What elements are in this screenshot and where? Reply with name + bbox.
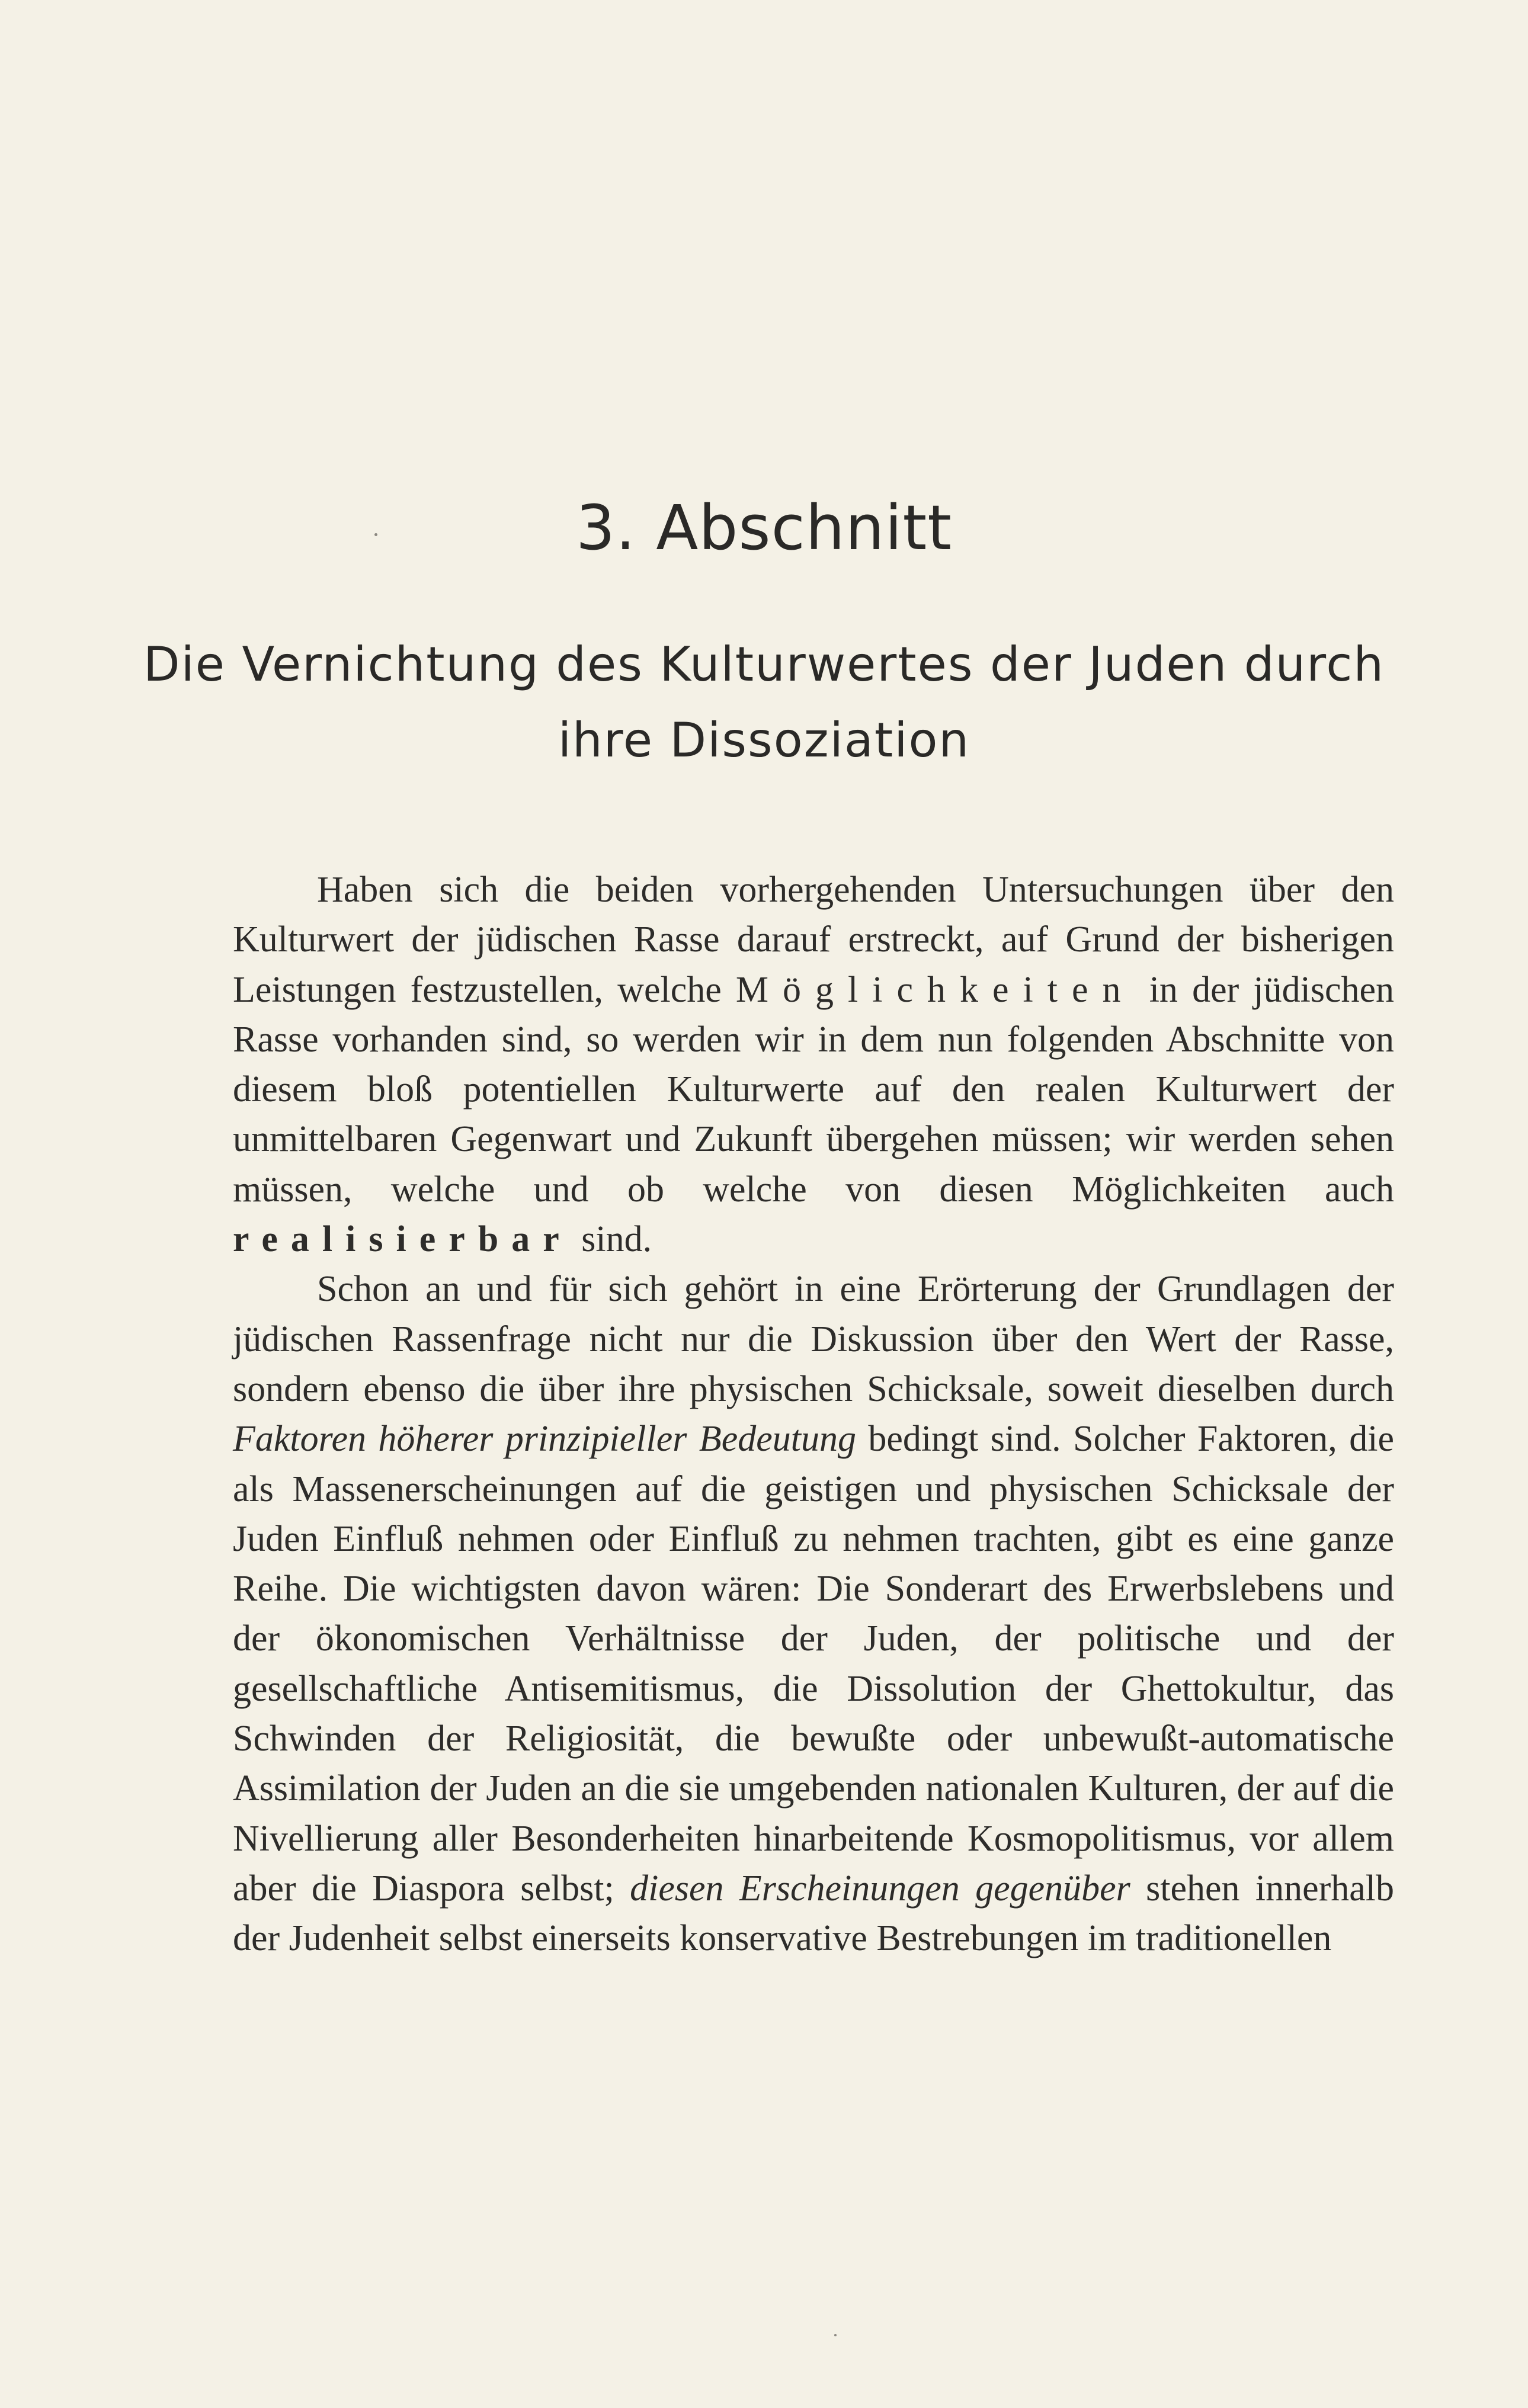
paragraph-1-part-1: Haben sich die beiden vorhergehenden Untersuchungen über den Kulturwert der jüdischen Rasse darauf erstreckt, auf Grund der bisherigen Leistungen festzustellen, welche bbox=[233, 870, 1394, 1010]
italic-erscheinungen: diesen Erscheinungen gegenüber bbox=[630, 1868, 1130, 1909]
paper-speck bbox=[834, 2334, 837, 2336]
emphasis-realisierbar: realisierbar bbox=[233, 1219, 572, 1260]
paragraph-2-part-1: Schon an und für sich gehört in eine Erörterung der Grundlagen der jüdischen Rassenfrage nicht nur die Diskussion über den Wert der Rasse, sondern ebenso die über ihre physischen Schicksale, soweit dieselben durch bbox=[233, 1269, 1394, 1409]
paragraph-2 bbox=[233, 1264, 1394, 1963]
body-text bbox=[233, 865, 1394, 1964]
paragraph-1-part-3: sind. bbox=[581, 1219, 652, 1260]
italic-faktoren: Faktoren höherer prinzipieller Bedeutung bbox=[233, 1419, 856, 1460]
paragraph-2-part-2: bedingt sind. Solcher Faktoren, die als Massenerscheinungen auf die geistigen und physischen Schicksale der Juden Einfluß nehmen oder Einfluß zu nehmen trachten, gibt es eine ganze Reihe. Die wichtigsten davon wären: Die Sonderart des Erwerbslebens und der ökonomischen Verhältnisse der Juden, der politische und der gesellschaftliche Antisemitismus, die Dissolution der Ghettokultur, das Schwinden der Religiosität, die bewußte oder unbewußt-automatische Assimilation der Juden an die sie umgebenden nationalen Kulturen, der auf die Nivellierung aller Besonderheiten hinarbeitende Kosmopolitismus, vor allem aber die Diaspora selbst; bbox=[233, 1419, 1394, 1909]
paragraph-1-part-2: in der jüdischen Rasse vorhanden sind, so werden wir in dem nun folgenden Abschnitte von diesem bloß potentiellen Kulturwerte auf den realen Kulturwert der unmittelbaren Gegenwart und Zukunft übergehen müssen; wir werden sehen müssen, welche und ob welche von diesen Möglichkeiten auch bbox=[233, 969, 1395, 1210]
section-title-line-2: ihre Dissoziation bbox=[558, 713, 970, 768]
section-number: 3. Abschnitt bbox=[575, 492, 953, 564]
paragraph-2-part-3: stehen innerhalb der Judenheit selbst einerseits konservative Bestrebungen im traditionellen bbox=[233, 1868, 1395, 1959]
emphasis-moeglichkeiten: Möglichkeiten bbox=[735, 969, 1135, 1010]
section-title-line-1: Die Vernichtung des Kulturwertes der Juden durch bbox=[143, 637, 1385, 692]
section-title bbox=[0, 627, 1528, 778]
paragraph-1 bbox=[233, 865, 1394, 1264]
paper-speck bbox=[374, 533, 377, 536]
